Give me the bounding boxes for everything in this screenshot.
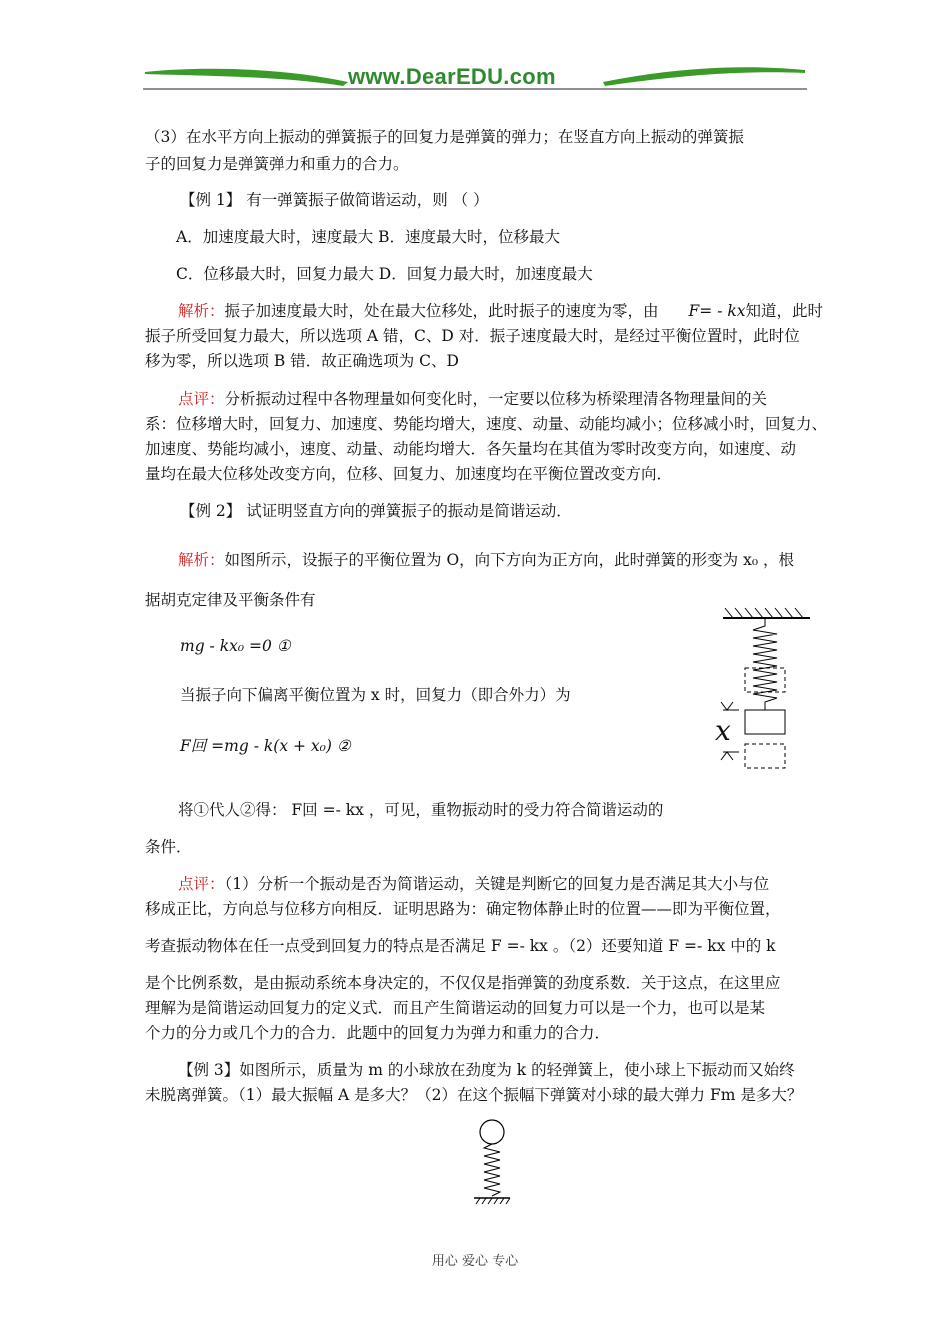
ex1-options-ab: A．加速度最大时，速度最大 B．速度最大时，位移最大 xyxy=(176,228,561,246)
ex2-comment-line5: 理解为是简谐运动回复力的定义式．而且产生简谐运动的回复力可以是一个力，也可以是某 xyxy=(145,999,766,1017)
ex2-comment-line1: 点评：（1）分析一个振动是否为简谐运动，关键是判断它的回复力是否满足其大小与位 xyxy=(178,875,770,893)
equation-2: F回 =mg - k(x + x₀) ② xyxy=(180,737,351,755)
ex2-comment-line6: 个力的分力或几个力的合力．此题中的回复力为弹力和重力的合力． xyxy=(145,1024,611,1042)
ball-on-spring-icon xyxy=(470,1118,514,1210)
hanging-spring-icon xyxy=(715,606,815,776)
ball-spring-figure xyxy=(470,1118,514,1210)
analysis-label: 解析： xyxy=(178,302,225,320)
formula: F= - kx xyxy=(688,302,746,320)
ex2-analysis-line2: 据胡克定律及平衡条件有 xyxy=(145,591,316,609)
ex2-analysis-line1: 解析：如图所示，设振子的平衡位置为 O，向下方向为正方向，此时弹簧的形变为 x₀ ，根 xyxy=(178,551,794,569)
vertical-spring-figure xyxy=(715,606,815,776)
site-logo[interactable]: www.DearEDU.com xyxy=(348,64,556,89)
ex1-analysis-line2: 振子所受回复力最大，所以选项 A 错，C、D 对．振子速度最大时，是经过平衡位置时，此时位 xyxy=(145,327,800,345)
comment-label: 点评： xyxy=(178,390,225,408)
ex1-analysis-line3: 移为零，所以选项 B 错．故正确选项为 C、D xyxy=(145,352,459,370)
displacement-label: x xyxy=(715,714,731,747)
comment-label: 点评： xyxy=(178,875,225,893)
page-footer: 用心 爱心 专心 xyxy=(431,1254,519,1269)
analysis-label: 解析： xyxy=(178,551,225,569)
ex2-mid-text: 当振子向下偏离平衡位置为 x 时，回复力（即合外力）为 xyxy=(180,686,571,704)
equation-1: mg - kx₀ =0 ① xyxy=(180,637,291,655)
ex3-line1: 【例 3】如图所示，质量为 m 的小球放在劲度为 k 的轻弹簧上，使小球上下振动而又始终 xyxy=(178,1061,795,1079)
ex2-comment-line3: 考查振动物体在任一点受到回复力的特点是否满足 F =- kx 。（2）还要知道 F =- kx 中的 k xyxy=(145,937,776,955)
ex1-comment-line2: 系：位移增大时，回复力、加速度、势能均增大，速度、动量、动能均减小；位移减小时，回复力、 xyxy=(145,415,828,433)
ex1-comment-line3: 加速度、势能均减小，速度、动量、动能均增大．各矢量均在其值为零时改变方向，如速度、动 xyxy=(145,440,797,458)
ex2-substitution-end: 条件． xyxy=(145,838,192,856)
ex2-title: 【例 2】 试证明竖直方向的弹簧振子的振动是简谐运动． xyxy=(180,502,572,520)
ex2-comment-line4: 是个比例系数，是由振动系统本身决定的，不仅仅是指弹簧的劲度系数．关于这点，在这里应 xyxy=(145,974,781,992)
ex1-title: 【例 1】 有一弹簧振子做简谐运动，则 （ ） xyxy=(180,191,489,209)
page-header xyxy=(143,60,807,96)
ex1-comment-line4: 量均在最大位移处改变方向，位移、回复力、加速度均在平衡位置改变方向． xyxy=(145,465,673,483)
ex1-options-cd: C．位移最大时，回复力最大 D．回复力最大时，加速度最大 xyxy=(176,265,593,283)
para3-line1: （3）在水平方向上振动的弹簧振子的回复力是弹簧的弹力；在竖直方向上振动的弹簧振 xyxy=(145,128,744,146)
ex3-line2: 未脱离弹簧。（1）最大振幅 A 是多大？（2）在这个振幅下弹簧对小球的最大弹力 Fm 是多大？ xyxy=(145,1086,803,1104)
ex1-analysis-line1: 解析：振子加速度最大时，处在最大位移处，此时振子的速度为零，由 F= - kx知道，此时 xyxy=(178,302,824,320)
ex2-substitution: 将①代人②得： F回 =- kx ，可见，重物振动时的受力符合简谐运动的 xyxy=(178,801,664,819)
ex1-comment-line1: 点评：分析振动过程中各物理量如何变化时，一定要以位移为桥梁理清各物理量间的关 xyxy=(178,390,768,408)
para3-line2: 子的回复力是弹簧弹力和重力的合力。 xyxy=(145,155,409,173)
ex2-comment-line2: 移成正比，方向总与位移方向相反．证明思路为：确定物体静止时的位置——即为平衡位置， xyxy=(145,900,781,918)
